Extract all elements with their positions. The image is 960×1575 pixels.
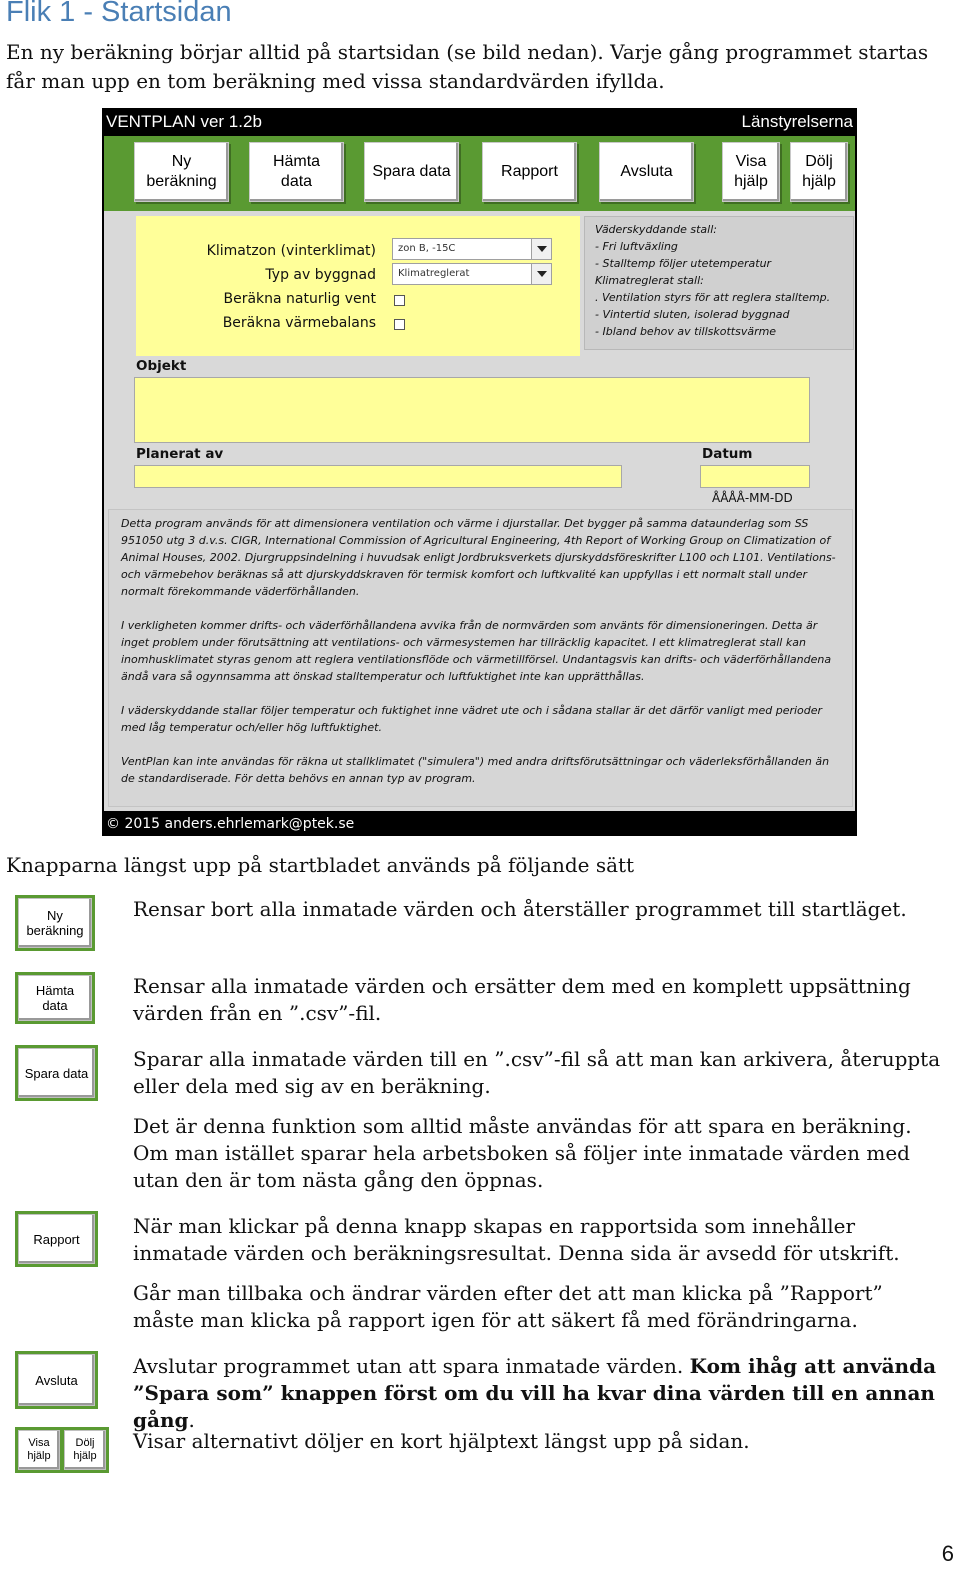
help-text-box xyxy=(584,216,854,350)
report-desc: När man klickar på denna knapp skapas en rapportsida som innehåller inmatade värden och beräkningsresultat. Denna sida är avsedd för utskrift. xyxy=(133,1214,900,1265)
save-data-desc: Sparar alla inmatade värden till en ”.csv”-fil så att man kan arkivera, återuppta eller dela med sig av en beräkning. xyxy=(133,1047,941,1098)
klimatzon-value: zon B, -15C xyxy=(398,243,456,254)
exit-button[interactable]: Avsluta xyxy=(599,142,694,202)
show-help-button-sample[interactable]: Visa hjälp xyxy=(18,1430,60,1470)
settings-area xyxy=(136,216,580,356)
date-input[interactable] xyxy=(700,465,810,488)
app-toolbar xyxy=(104,136,855,211)
heat-balance-checkbox[interactable] xyxy=(394,319,405,330)
exit-desc-warning: Kom ihåg att använda ”Spara som” knappen först om du vill ha kvar dina värden till en annan gång xyxy=(133,1354,937,1432)
help-line: Väderskyddande stall: xyxy=(595,223,717,236)
report-button-sample[interactable]: Rapport xyxy=(18,1214,95,1264)
planned-by-input[interactable] xyxy=(134,465,622,488)
date-format-hint: ÅÅÅÅ-MM-DD xyxy=(712,491,793,505)
exit-desc-text: Avslutar programmet utan att spara inmatade värden. xyxy=(133,1354,684,1378)
save-data-button[interactable]: Spara data xyxy=(364,142,459,202)
building-type-label: Typ av byggnad xyxy=(265,267,376,283)
new-calculation-desc: Rensar bort alla inmatade värden och återställer programmet till startläget. xyxy=(133,897,907,921)
chevron-down-icon[interactable] xyxy=(531,264,551,284)
help-line: - Vintertid sluten, isolerad byggnad xyxy=(595,308,790,321)
note-paragraph: I väderskyddande stallar följer temperatur och fuktighet inne vädret ute och i sådana stallar är det därför vanligt med perioder med låg temperatur och/eller hög luftfuktighet. xyxy=(121,704,823,734)
intro-paragraph: En ny beräkning börjar alltid på startsidan (se bild nedan). Varje gång programmet startas får man upp en tom beräkning med vissa standardvärden ifyllda. xyxy=(6,40,929,93)
heat-balance-label: Beräkna värmebalans xyxy=(222,315,376,331)
page-number: 6 xyxy=(941,1541,954,1566)
exit-button-sample[interactable]: Avsluta xyxy=(18,1354,95,1406)
report-button[interactable]: Rapport xyxy=(482,142,577,202)
new-calculation-button-sample[interactable]: Ny beräkning xyxy=(18,898,92,948)
info-notes xyxy=(108,509,853,807)
app-main-panel xyxy=(104,211,855,811)
app-owner: Länstyrelserna xyxy=(741,112,853,131)
fetch-data-desc: Rensar alla inmatade värden och ersätter dem med en komplett uppsättning värden från en ”.csv”-fil. xyxy=(133,974,911,1025)
app-title: VENTPLAN ver 1.2b xyxy=(106,112,262,131)
report-desc-2: Går man tillbaka och ändrar värden efter det att man klicka på ”Rapport” måste man klicka på rapport igen för att säkert få med förändringarna. xyxy=(133,1281,883,1332)
app-screenshot xyxy=(102,108,857,836)
help-line: - Stalltemp följer utetemperatur xyxy=(595,257,772,270)
exit-desc-end: . xyxy=(188,1408,195,1432)
app-title-bar xyxy=(102,108,857,136)
date-label: Datum xyxy=(702,446,753,462)
fetch-data-button[interactable]: Hämta data xyxy=(249,142,344,202)
page-title: Flik 1 - Startsidan xyxy=(6,0,232,28)
object-input[interactable] xyxy=(134,377,810,443)
building-type-value: Klimatreglerat xyxy=(398,268,470,279)
natural-vent-checkbox[interactable] xyxy=(394,295,405,306)
natural-vent-label: Beräkna naturlig vent xyxy=(223,291,376,307)
hide-help-button[interactable]: Dölj hjälp xyxy=(790,142,848,202)
help-line: - Ibland behov av tillskottsvärme xyxy=(595,325,777,338)
object-label: Objekt xyxy=(136,358,187,374)
help-line: - Fri luftväxling xyxy=(595,240,678,253)
klimatzon-select[interactable] xyxy=(392,238,552,260)
help-line: Klimatreglerat stall: xyxy=(595,274,704,287)
exit-desc xyxy=(133,1353,948,1434)
planned-by-label: Planerat av xyxy=(136,446,224,462)
note-paragraph: Detta program används för att dimensionera ventilation och värme i djurstallar. Det bygger på samma dataunderlag som SS 951050 utg 3 d.v.s. CIGR, International Commission of Agricultural Engineering, 4th Report of Working Group on Climatization of Animal Houses, 2002. Djurgruppsindelning i huvudsak enligt Jordbruksverkets djurskyddsföreskrifter L100 och L101. Ventilations- och värmebehov beräknas så att djurskyddskraven för termisk komfort och luftkvalité kan uppfyllas i ett normalt stall under normalt förekommande väderförhållanden. xyxy=(121,517,836,598)
buttons-heading: Knapparna längst upp på startbladet används på följande sätt xyxy=(6,853,635,877)
save-data-button-sample[interactable]: Spara data xyxy=(18,1048,95,1098)
help-line: . Ventilation styrs för att reglera stalltemp. xyxy=(595,291,831,304)
save-data-desc-2: Det är denna funktion som alltid måste användas för att spara en beräkning. Om man istället sparar hela arbetsboken så följer inte inmatade värden med utan den är tom nästa gång den öppnas. xyxy=(133,1114,912,1192)
note-paragraph: I verkligheten kommer drifts- och väderförhållandena avvika från de normvärden som använts för dimensioneringen. Detta är inget problem under förutsättning att ventilations- och värmesystemen har tillräcklig kapacitet. I ett klimatreglerat stall kan inomhusklimatet styras genom att reglera ventilationsflöde och värmetillförsel. Undantagsvis kan drifts- och väderförhållandena ändå vara så ogynnsamma att önskad stalltemperatur och luftfuktighet inte kan upprätthållas. xyxy=(121,619,832,683)
hide-help-button-sample[interactable]: Dölj hjälp xyxy=(64,1430,106,1470)
new-calculation-button[interactable]: Ny beräkning xyxy=(134,142,229,202)
building-type-select[interactable] xyxy=(392,263,552,285)
app-footer: © 2015 anders.ehrlemark@ptek.se xyxy=(102,813,857,836)
note-paragraph: VentPlan kan inte användas för räkna ut stallklimatet ("simulera") med andra driftsförutsättningar och väderleksförhållanden än de standardiserade. För detta behövs en annan typ av program. xyxy=(121,755,830,785)
fetch-data-button-sample[interactable]: Hämta data xyxy=(18,975,92,1021)
klimatzon-label: Klimatzon (vinterklimat) xyxy=(206,243,376,259)
show-help-button[interactable]: Visa hjälp xyxy=(722,142,780,202)
help-toggle-desc: Visar alternativt döljer en kort hjälptext längst upp på sidan. xyxy=(133,1429,750,1453)
chevron-down-icon[interactable] xyxy=(531,239,551,259)
